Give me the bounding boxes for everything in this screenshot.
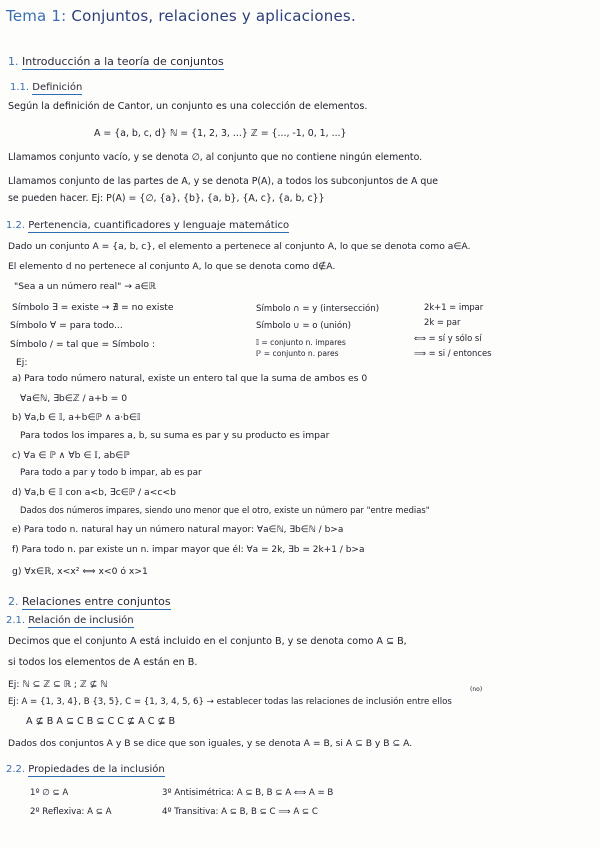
symbol-odd-set: 𝕀 = conjunto n. impares	[256, 338, 346, 347]
inclusion-example-1: Ej: ℕ ⊆ ℤ ⊆ ℝ ; ℤ ⊈ ℕ	[8, 679, 108, 690]
power-set-line-1: Llamamos conjunto de las partes de A, y se denota P(A), a todos los subconjuntos de A que	[8, 176, 439, 187]
odd-formula: 2k+1 = impar	[424, 302, 484, 312]
subsection-number: 1.1.	[10, 82, 30, 93]
iff-symbol: ⟺ = sí y sólo sí	[414, 333, 482, 343]
example-sets: A = {a, b, c, d} ℕ = {1, 2, 3, ...} ℤ = {..., -1, 0, 1, ...}	[94, 128, 347, 139]
empty-set-definition: Llamamos conjunto vacío, y se denota ∅, al conjunto que no contiene ningún elemento.	[8, 152, 423, 163]
example-g: g) ∀x∈ℝ, x<x² ⟺ x<0 ó x>1	[12, 566, 148, 577]
symbol-such-that: Símbolo / = tal que = Símbolo :	[10, 339, 156, 350]
title-number: Tema 1:	[6, 7, 67, 25]
subsection-title: Propiedades de la inclusión	[28, 764, 165, 775]
even-formula: 2k = par	[424, 317, 461, 327]
subsection-number: 2.1.	[6, 615, 26, 626]
inclusion-superscript: (no)	[470, 686, 483, 693]
page-title	[6, 7, 356, 25]
property-2: 2º Reflexiva: A ⊆ A	[30, 807, 112, 817]
implies-symbol: ⟹ = si / entonces	[414, 348, 492, 358]
equality-definition: Dados dos conjuntos A y B se dice que son iguales, y se denota A = B, si A ⊆ B y B ⊆ A.	[8, 738, 413, 749]
example-d-formula: d) ∀a,b ∈ 𝕀 con a<b, ∃c∈ℙ / a<c<b	[12, 487, 176, 498]
subsection-1-2-heading	[6, 220, 289, 231]
subsection-title: Relación de inclusión	[28, 615, 134, 626]
title-text: Conjuntos, relaciones y aplicaciones.	[71, 7, 356, 25]
inclusion-line-2: si todos los elementos de A están en B.	[8, 657, 198, 668]
property-4: 4º Transitiva: A ⊆ B, B ⊆ C ⟹ A ⊆ C	[162, 807, 318, 817]
belongs-line-2: El elemento d no pertenece al conjunto A, lo que se denota como d∉A.	[8, 261, 336, 272]
symbol-union: Símbolo ∪ = o (unión)	[256, 321, 351, 331]
belongs-line-3: "Sea a un número real" → a∈ℝ	[14, 281, 156, 292]
example-a-formula: ∀a∈ℕ, ∃b∈ℤ / a+b = 0	[20, 393, 128, 404]
symbol-intersection: Símbolo ∩ = y (intersección)	[256, 304, 380, 314]
subsection-number: 2.2.	[6, 764, 26, 775]
inclusion-relations: A ⊈ B A ⊆ C B ⊆ C C ⊈ A C ⊈ B	[26, 716, 176, 727]
example-e: e) Para todo n. natural hay un número natural mayor: ∀a∈ℕ, ∃b∈ℕ / b>a	[12, 525, 344, 535]
belongs-line-1: Dado un conjunto A = {a, b, c}, el elemento a pertenece al conjunto A, lo que se denota como a∈A.	[8, 241, 471, 252]
subsection-2-2-heading	[6, 764, 165, 775]
inclusion-line-1: Decimos que el conjunto A está incluido en el conjunto B, y se denota como A ⊆ B,	[8, 636, 407, 647]
section-title: Relaciones entre conjuntos	[22, 595, 171, 608]
subsection-number: 1.2.	[6, 220, 26, 231]
subsection-title: Pertenencia, cuantificadores y lenguaje matemático	[28, 220, 290, 231]
example-a-text: a) Para todo número natural, existe un entero tal que la suma de ambos es 0	[12, 373, 368, 384]
example-c-formula: c) ∀a ∈ ℙ ∧ ∀b ∈ 𝕀, ab∈ℙ	[12, 450, 130, 461]
subsection-2-1-heading	[6, 615, 134, 626]
section-title: Introducción a la teoría de conjuntos	[22, 55, 224, 68]
definition-line: Según la definición de Cantor, un conjunto es una colección de elementos.	[8, 101, 368, 112]
example-f: f) Para todo n. par existe un n. impar mayor que él: ∀a = 2k, ∃b = 2k+1 / b>a	[12, 545, 365, 555]
inclusion-example-2: Ej: A = {1, 3, 4}, B {3, 5}, C = {1, 3, 4, 5, 6} → establecer todas las relaciones de inclusión entre ellos	[8, 697, 452, 707]
symbol-forall: Símbolo ∀ = para todo...	[10, 320, 123, 331]
section-1-heading	[8, 56, 224, 67]
symbol-even-set: ℙ = conjunto n. pares	[256, 349, 339, 358]
example-b-text: Para todos los impares a, b, su suma es par y su producto es impar	[20, 430, 330, 441]
property-3: 3º Antisimétrica: A ⊆ B, B ⊆ A ⟺ A = B	[162, 788, 334, 798]
example-b-formula: b) ∀a,b ∈ 𝕀, a+b∈ℙ ∧ a·b∈𝕀	[12, 412, 141, 423]
subsection-title: Definición	[32, 82, 83, 93]
examples-label: Ej:	[16, 357, 28, 368]
property-1: 1º ∅ ⊆ A	[30, 788, 69, 798]
example-c-text: Para todo a par y todo b impar, ab es par	[20, 468, 202, 478]
example-d-text: Dados dos números impares, siendo uno menor que el otro, existe un número par "entre medias"	[20, 505, 430, 515]
section-number: 1.	[8, 55, 19, 68]
section-2-heading	[8, 596, 171, 607]
symbol-exists: Símbolo ∃ = existe → ∄ = no existe	[12, 302, 174, 313]
subsection-1-1-heading	[10, 82, 82, 93]
power-set-line-2: se pueden hacer. Ej: P(A) = {∅, {a}, {b}, {a, b}, {A, c}, {a, b, c}}	[8, 193, 325, 204]
section-number: 2.	[8, 595, 19, 608]
